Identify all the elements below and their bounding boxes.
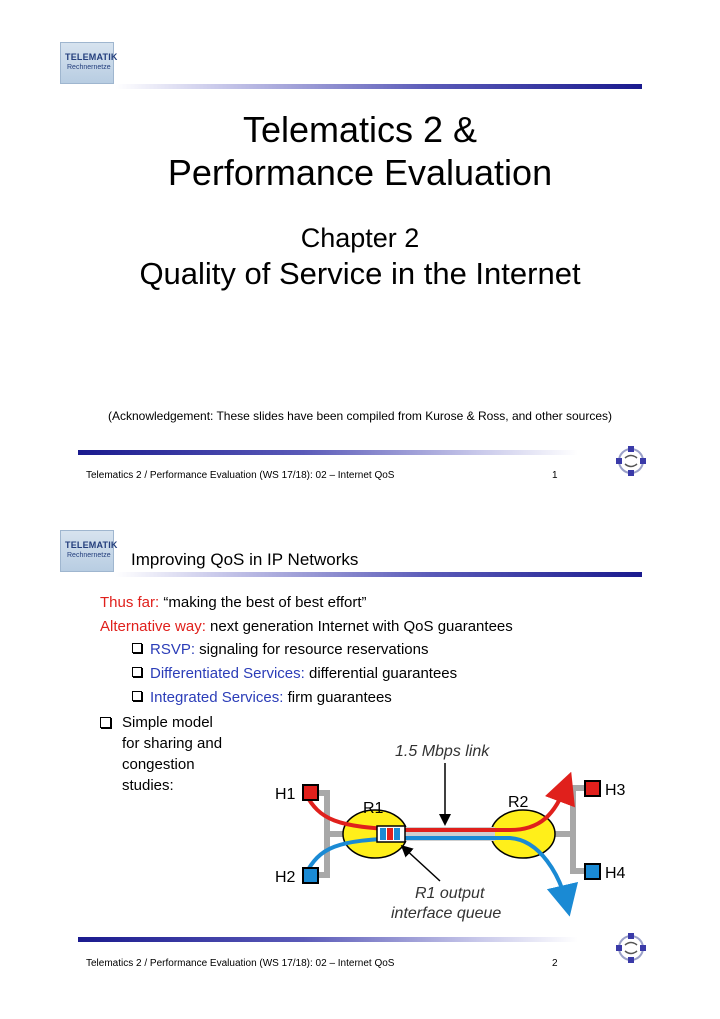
- simple-model-text: Simple model for sharing and congestion studies:: [122, 714, 223, 794]
- footer-bar: [78, 450, 578, 455]
- sub-bullet-intserv: Integrated Services: firm guarantees: [132, 689, 392, 706]
- header-bar: [115, 84, 642, 89]
- checkbox-bullet-icon: [132, 643, 142, 653]
- checkbox-bullet-icon: [100, 717, 111, 728]
- network-ring-icon: [613, 930, 649, 966]
- left-wiring: [315, 793, 327, 875]
- label-h2: H2: [275, 869, 296, 886]
- network-diagram: [265, 735, 635, 925]
- queue-label-1: R1 output: [415, 885, 485, 902]
- slide-2: [0, 510, 720, 1019]
- host-h2: [303, 868, 318, 883]
- footer-text: Telematics 2 / Performance Evaluation (WS 17/18): 02 – Internet QoS: [86, 958, 395, 969]
- label-h3: H3: [605, 782, 626, 799]
- footer-bar: [78, 937, 578, 942]
- link-label: 1.5 Mbps link: [395, 743, 490, 760]
- page-number: 1: [552, 470, 558, 481]
- chapter-heading: Chapter 2: [300, 223, 420, 253]
- label-r2: R2: [508, 794, 529, 811]
- network-ring-icon: [613, 443, 649, 479]
- host-h3: [585, 781, 600, 796]
- sub-bullet-rsvp: RSVP: signaling for resource reservations: [132, 641, 428, 658]
- telematik-logo: TELEMATIK Rechnernetze: [60, 530, 114, 572]
- acknowledgement-text: (Acknowledgement: These slides have been compiled from Kurose & Ross, and other sources): [107, 409, 613, 423]
- slide-title: Improving QoS in IP Networks: [131, 550, 359, 569]
- slide-subtitle: Quality of Service in the Internet: [139, 256, 581, 291]
- label-h1: H1: [275, 786, 296, 803]
- slide-1: [0, 0, 720, 509]
- queue-pointer-arrow: [403, 847, 440, 881]
- bullet-thus-far: Thus far: “making the best of best effort”: [100, 594, 367, 611]
- sub-bullet-diffserv: Differentiated Services: differential guarantees: [132, 665, 457, 682]
- label-r1: R1: [363, 800, 384, 817]
- slide-title: Telematics 2 & Performance Evaluation: [167, 109, 553, 193]
- page-number: 2: [552, 958, 558, 969]
- bullet-alternative-way: Alternative way: next generation Internet with QoS guarantees: [100, 618, 513, 635]
- checkbox-bullet-icon: [132, 667, 142, 677]
- telematik-logo: TELEMATIK Rechnernetze: [60, 42, 114, 84]
- header-bar: [115, 572, 642, 577]
- host-h1: [303, 785, 318, 800]
- host-h4: [585, 864, 600, 879]
- queue-label-2: interface queue: [391, 905, 502, 922]
- footer-text: Telematics 2 / Performance Evaluation (WS 17/18): 02 – Internet QoS: [86, 470, 395, 481]
- checkbox-bullet-icon: [132, 691, 142, 701]
- right-wiring: [573, 788, 590, 871]
- label-h4: H4: [605, 865, 626, 882]
